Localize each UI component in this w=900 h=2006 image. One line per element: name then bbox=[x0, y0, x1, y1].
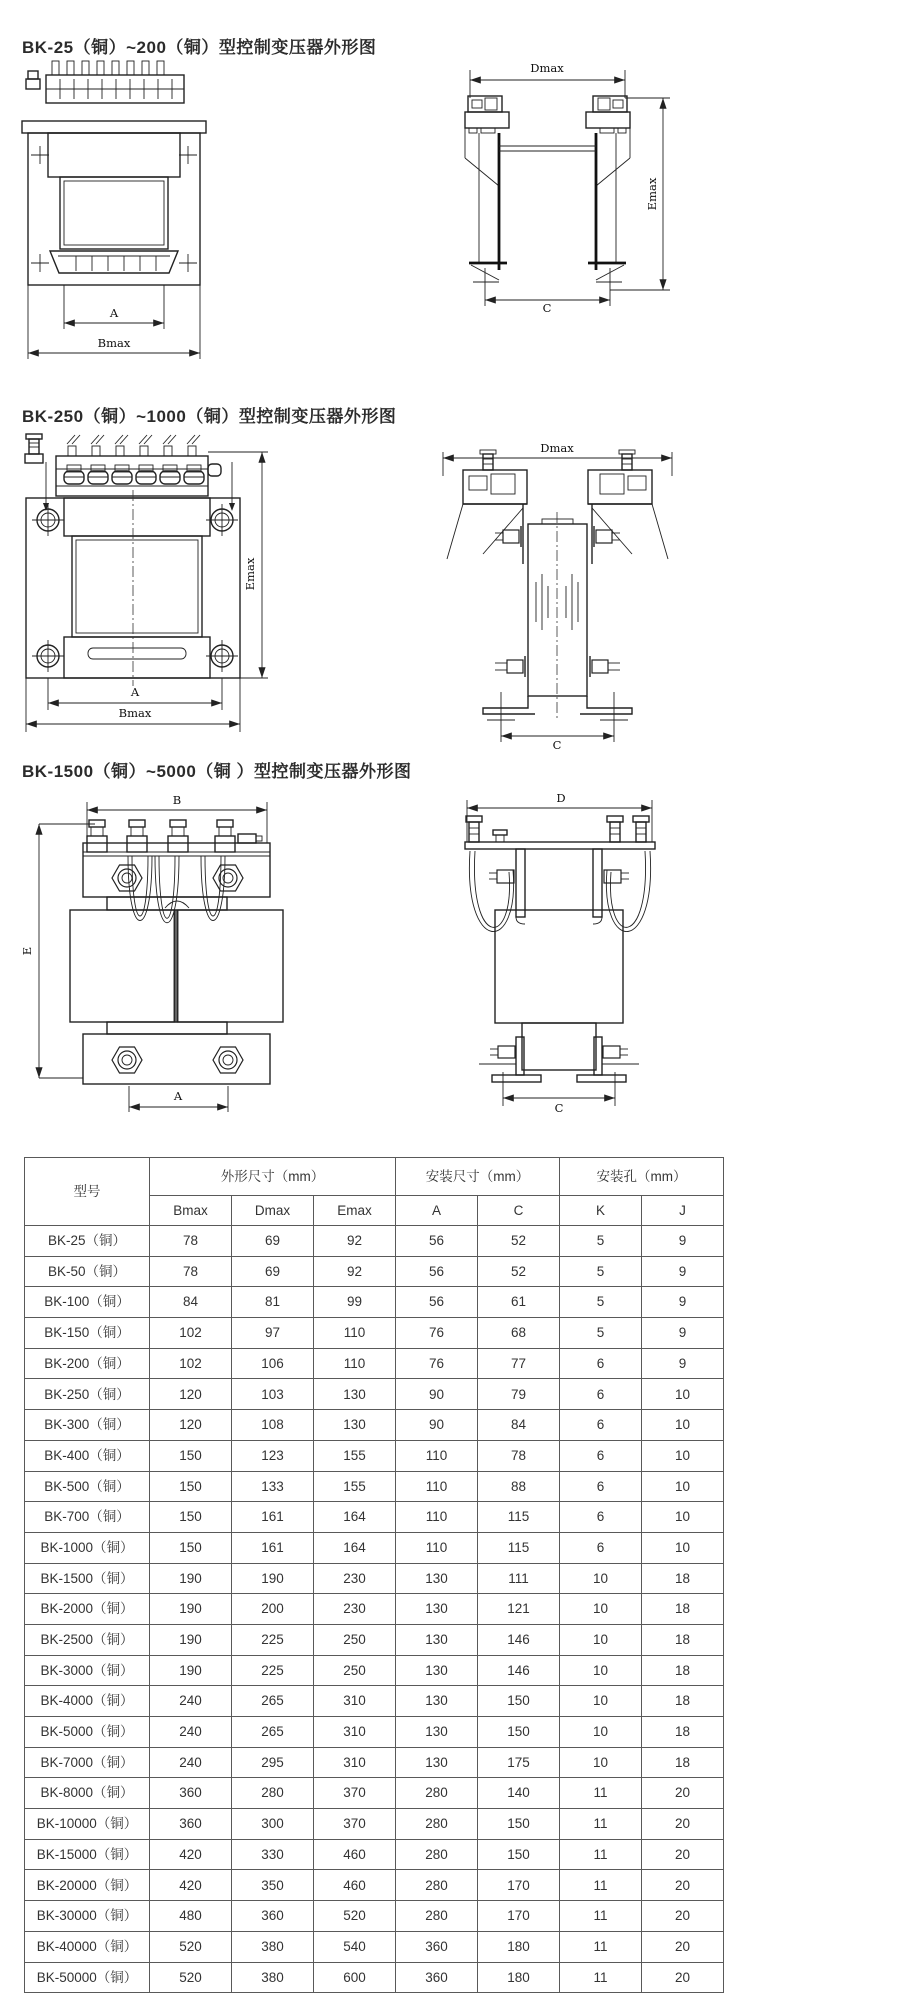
value-cell: 150 bbox=[478, 1809, 560, 1840]
hex-nut bbox=[112, 1047, 142, 1073]
value-cell: 460 bbox=[314, 1839, 396, 1870]
table-row bbox=[25, 1931, 724, 1962]
value-cell: 10 bbox=[560, 1717, 642, 1748]
value-cell: 600 bbox=[314, 1962, 396, 1993]
value-cell: 10 bbox=[560, 1747, 642, 1778]
value-cell: 380 bbox=[232, 1931, 314, 1962]
bottom-feet bbox=[483, 656, 632, 720]
bk25-side-view-drawing bbox=[455, 58, 680, 313]
value-cell: 6 bbox=[560, 1471, 642, 1502]
value-cell: 10 bbox=[560, 1563, 642, 1594]
value-cell: 20 bbox=[642, 1962, 724, 1993]
value-cell: 6 bbox=[560, 1440, 642, 1471]
value-cell: 18 bbox=[642, 1563, 724, 1594]
value-cell: 10 bbox=[642, 1502, 724, 1533]
value-cell: 240 bbox=[150, 1686, 232, 1717]
value-cell: 370 bbox=[314, 1778, 396, 1809]
value-cell: 150 bbox=[150, 1471, 232, 1502]
model-cell: BK-500（铜） bbox=[25, 1471, 150, 1502]
value-cell: 11 bbox=[560, 1809, 642, 1840]
dimension-a bbox=[64, 285, 164, 329]
value-cell: 20 bbox=[642, 1931, 724, 1962]
value-cell: 20 bbox=[642, 1839, 724, 1870]
dim-label-a: A bbox=[130, 685, 140, 699]
core-column bbox=[528, 512, 587, 719]
coils bbox=[70, 897, 283, 1022]
right-leg bbox=[586, 96, 630, 290]
value-cell: 225 bbox=[232, 1655, 314, 1686]
table-row bbox=[25, 1778, 724, 1809]
table-row bbox=[25, 1502, 724, 1533]
dim-label-bmax: Bmax bbox=[118, 706, 152, 720]
value-cell: 140 bbox=[478, 1778, 560, 1809]
value-cell: 155 bbox=[314, 1471, 396, 1502]
table-header-group-row bbox=[25, 1158, 724, 1196]
model-cell: BK-15000（铜） bbox=[25, 1839, 150, 1870]
spec-table-body bbox=[25, 1226, 724, 1993]
value-cell: 280 bbox=[396, 1778, 478, 1809]
dimension-bmax bbox=[28, 285, 200, 359]
value-cell: 161 bbox=[232, 1502, 314, 1533]
table-row bbox=[25, 1440, 724, 1471]
value-cell: 330 bbox=[232, 1839, 314, 1870]
hex-nut bbox=[213, 865, 243, 891]
right-bracket bbox=[588, 450, 668, 564]
outline-size-header-cell: 外形尺寸（mm） bbox=[150, 1158, 396, 1196]
value-cell: 200 bbox=[232, 1594, 314, 1625]
value-cell: 11 bbox=[560, 1962, 642, 1993]
value-cell: 6 bbox=[560, 1348, 642, 1379]
value-cell: 120 bbox=[150, 1410, 232, 1441]
model-cell: BK-50（铜） bbox=[25, 1256, 150, 1287]
dim-label-emax: Emax bbox=[243, 557, 257, 591]
value-cell: 250 bbox=[314, 1624, 396, 1655]
value-cell: 360 bbox=[150, 1778, 232, 1809]
value-cell: 76 bbox=[396, 1348, 478, 1379]
value-cell: 102 bbox=[150, 1318, 232, 1349]
table-row bbox=[25, 1624, 724, 1655]
value-cell: 78 bbox=[150, 1256, 232, 1287]
value-cell: 130 bbox=[314, 1379, 396, 1410]
value-cell: 130 bbox=[396, 1624, 478, 1655]
value-cell: 76 bbox=[396, 1318, 478, 1349]
value-cell: 9 bbox=[642, 1348, 724, 1379]
value-cell: 146 bbox=[478, 1655, 560, 1686]
value-cell: 123 bbox=[232, 1440, 314, 1471]
table-row bbox=[25, 1870, 724, 1901]
model-cell: BK-1000（铜） bbox=[25, 1532, 150, 1563]
value-cell: 130 bbox=[396, 1594, 478, 1625]
value-cell: 480 bbox=[150, 1901, 232, 1932]
value-cell: 11 bbox=[560, 1870, 642, 1901]
hex-nut bbox=[213, 1047, 243, 1073]
table-row bbox=[25, 1901, 724, 1932]
dimension-dmax bbox=[470, 61, 625, 98]
value-cell: 68 bbox=[478, 1318, 560, 1349]
value-cell: 90 bbox=[396, 1379, 478, 1410]
value-cell: 161 bbox=[232, 1532, 314, 1563]
value-cell: 90 bbox=[396, 1410, 478, 1441]
value-cell: 360 bbox=[232, 1901, 314, 1932]
value-cell: 520 bbox=[150, 1931, 232, 1962]
table-row bbox=[25, 1655, 724, 1686]
value-cell: 10 bbox=[642, 1471, 724, 1502]
value-cell: 240 bbox=[150, 1747, 232, 1778]
bk1500-front-view-drawing bbox=[10, 790, 300, 1116]
col-header-c: C bbox=[478, 1196, 560, 1226]
hex-nut bbox=[112, 865, 142, 891]
value-cell: 230 bbox=[314, 1563, 396, 1594]
value-cell: 230 bbox=[314, 1594, 396, 1625]
section-title-bk25-200: BK-25（铜）~200（铜）型控制变压器外形图 bbox=[22, 38, 377, 57]
value-cell: 133 bbox=[232, 1471, 314, 1502]
value-cell: 310 bbox=[314, 1686, 396, 1717]
value-cell: 265 bbox=[232, 1686, 314, 1717]
dim-label-a: A bbox=[173, 1089, 183, 1103]
value-cell: 420 bbox=[150, 1839, 232, 1870]
table-row bbox=[25, 1747, 724, 1778]
bk25-front-view-drawing bbox=[18, 55, 218, 367]
transformer-body bbox=[22, 121, 206, 285]
value-cell: 360 bbox=[396, 1962, 478, 1993]
value-cell: 170 bbox=[478, 1901, 560, 1932]
value-cell: 190 bbox=[232, 1563, 314, 1594]
value-cell: 130 bbox=[396, 1563, 478, 1594]
terminal-block bbox=[26, 61, 184, 103]
value-cell: 420 bbox=[150, 1870, 232, 1901]
table-row bbox=[25, 1839, 724, 1870]
value-cell: 300 bbox=[232, 1809, 314, 1840]
value-cell: 130 bbox=[396, 1655, 478, 1686]
dimension-c bbox=[503, 1072, 615, 1115]
dim-label-emax: Emax bbox=[645, 177, 659, 211]
value-cell: 18 bbox=[642, 1717, 724, 1748]
value-cell: 99 bbox=[314, 1287, 396, 1318]
value-cell: 84 bbox=[150, 1287, 232, 1318]
model-cell: BK-100（铜） bbox=[25, 1287, 150, 1318]
value-cell: 18 bbox=[642, 1655, 724, 1686]
table-row bbox=[25, 1717, 724, 1748]
value-cell: 170 bbox=[478, 1870, 560, 1901]
left-bracket bbox=[447, 450, 527, 564]
table-row bbox=[25, 1348, 724, 1379]
value-cell: 265 bbox=[232, 1717, 314, 1748]
value-cell: 20 bbox=[642, 1870, 724, 1901]
model-cell: BK-700（铜） bbox=[25, 1502, 150, 1533]
value-cell: 190 bbox=[150, 1624, 232, 1655]
model-cell: BK-4000（铜） bbox=[25, 1686, 150, 1717]
col-header-dmax: Dmax bbox=[232, 1196, 314, 1226]
dimension-e bbox=[20, 824, 95, 1078]
col-header-k: K bbox=[560, 1196, 642, 1226]
value-cell: 130 bbox=[396, 1686, 478, 1717]
model-cell: BK-250（铜） bbox=[25, 1379, 150, 1410]
table-row bbox=[25, 1563, 724, 1594]
value-cell: 250 bbox=[314, 1655, 396, 1686]
bk250-side-view-drawing bbox=[425, 424, 690, 752]
value-cell: 121 bbox=[478, 1594, 560, 1625]
value-cell: 190 bbox=[150, 1655, 232, 1686]
value-cell: 103 bbox=[232, 1379, 314, 1410]
mounting-holes bbox=[32, 504, 238, 672]
bottom-clamp bbox=[83, 1022, 270, 1084]
top-clamp bbox=[83, 820, 270, 897]
value-cell: 115 bbox=[478, 1502, 560, 1533]
value-cell: 280 bbox=[396, 1809, 478, 1840]
value-cell: 111 bbox=[478, 1563, 560, 1594]
value-cell: 130 bbox=[314, 1410, 396, 1441]
value-cell: 18 bbox=[642, 1624, 724, 1655]
dim-label-dmax: Dmax bbox=[540, 441, 574, 455]
table-row bbox=[25, 1379, 724, 1410]
value-cell: 130 bbox=[396, 1747, 478, 1778]
value-cell: 56 bbox=[396, 1226, 478, 1257]
section-title-bk250-1000: BK-250（铜）~1000（铜）型控制变压器外形图 bbox=[22, 407, 397, 426]
model-cell: BK-5000（铜） bbox=[25, 1717, 150, 1748]
dim-label-bmax: Bmax bbox=[97, 336, 131, 350]
value-cell: 18 bbox=[642, 1686, 724, 1717]
table-row bbox=[25, 1410, 724, 1441]
value-cell: 360 bbox=[150, 1809, 232, 1840]
section-title-bk1500-5000: BK-1500（铜）~5000（铜 ）型控制变压器外形图 bbox=[22, 762, 412, 781]
col-header-j: J bbox=[642, 1196, 724, 1226]
value-cell: 115 bbox=[478, 1532, 560, 1563]
col-header-emax: Emax bbox=[314, 1196, 396, 1226]
value-cell: 164 bbox=[314, 1532, 396, 1563]
top-plate bbox=[465, 816, 655, 849]
value-cell: 180 bbox=[478, 1931, 560, 1962]
value-cell: 110 bbox=[314, 1318, 396, 1349]
value-cell: 10 bbox=[642, 1440, 724, 1471]
value-cell: 225 bbox=[232, 1624, 314, 1655]
value-cell: 97 bbox=[232, 1318, 314, 1349]
model-cell: BK-7000（铜） bbox=[25, 1747, 150, 1778]
value-cell: 460 bbox=[314, 1870, 396, 1901]
value-cell: 18 bbox=[642, 1594, 724, 1625]
value-cell: 280 bbox=[396, 1870, 478, 1901]
value-cell: 10 bbox=[560, 1594, 642, 1625]
value-cell: 69 bbox=[232, 1226, 314, 1257]
value-cell: 56 bbox=[396, 1287, 478, 1318]
dim-label-c: C bbox=[552, 738, 562, 752]
value-cell: 88 bbox=[478, 1471, 560, 1502]
model-cell: BK-150（铜） bbox=[25, 1318, 150, 1349]
dimension-a bbox=[129, 1086, 228, 1112]
value-cell: 155 bbox=[314, 1440, 396, 1471]
model-cell: BK-1500（铜） bbox=[25, 1563, 150, 1594]
model-header-cell: 型号 bbox=[25, 1158, 150, 1226]
table-row bbox=[25, 1471, 724, 1502]
value-cell: 11 bbox=[560, 1778, 642, 1809]
mounting-size-header-cell: 安装尺寸（mm） bbox=[396, 1158, 560, 1196]
value-cell: 11 bbox=[560, 1839, 642, 1870]
value-cell: 280 bbox=[396, 1901, 478, 1932]
table-row bbox=[25, 1287, 724, 1318]
value-cell: 150 bbox=[478, 1839, 560, 1870]
model-cell: BK-8000（铜） bbox=[25, 1778, 150, 1809]
value-cell: 150 bbox=[478, 1686, 560, 1717]
value-cell: 78 bbox=[150, 1226, 232, 1257]
value-cell: 11 bbox=[560, 1901, 642, 1932]
mounting-hole-marks bbox=[31, 146, 197, 272]
value-cell: 5 bbox=[560, 1226, 642, 1257]
dimension-dmax bbox=[443, 441, 672, 476]
value-cell: 10 bbox=[560, 1624, 642, 1655]
model-cell: BK-10000（铜） bbox=[25, 1809, 150, 1840]
dimension-emax bbox=[208, 452, 268, 678]
value-cell: 146 bbox=[478, 1624, 560, 1655]
spec-table bbox=[24, 1157, 724, 1993]
value-cell: 540 bbox=[314, 1931, 396, 1962]
dim-label-d: D bbox=[556, 791, 566, 805]
dim-label-a: A bbox=[109, 306, 119, 320]
model-cell: BK-3000（铜） bbox=[25, 1655, 150, 1686]
model-cell: BK-2000（铜） bbox=[25, 1594, 150, 1625]
value-cell: 6 bbox=[560, 1532, 642, 1563]
value-cell: 9 bbox=[642, 1226, 724, 1257]
value-cell: 150 bbox=[150, 1532, 232, 1563]
value-cell: 84 bbox=[478, 1410, 560, 1441]
dimension-emax bbox=[610, 98, 670, 290]
model-cell: BK-25（铜） bbox=[25, 1226, 150, 1257]
value-cell: 10 bbox=[560, 1686, 642, 1717]
value-cell: 130 bbox=[396, 1717, 478, 1748]
value-cell: 9 bbox=[642, 1287, 724, 1318]
dim-label-b: B bbox=[172, 793, 182, 807]
table-row bbox=[25, 1962, 724, 1993]
table-row bbox=[25, 1686, 724, 1717]
dim-label-dmax: Dmax bbox=[530, 61, 564, 75]
value-cell: 164 bbox=[314, 1502, 396, 1533]
value-cell: 69 bbox=[232, 1256, 314, 1287]
value-cell: 180 bbox=[478, 1962, 560, 1993]
value-cell: 110 bbox=[314, 1348, 396, 1379]
value-cell: 370 bbox=[314, 1809, 396, 1840]
value-cell: 350 bbox=[232, 1870, 314, 1901]
table-row bbox=[25, 1256, 724, 1287]
table-row bbox=[25, 1809, 724, 1840]
value-cell: 20 bbox=[642, 1778, 724, 1809]
value-cell: 10 bbox=[642, 1532, 724, 1563]
value-cell: 79 bbox=[478, 1379, 560, 1410]
value-cell: 9 bbox=[642, 1256, 724, 1287]
value-cell: 10 bbox=[560, 1655, 642, 1686]
value-cell: 520 bbox=[150, 1962, 232, 1993]
col-header-bmax: Bmax bbox=[150, 1196, 232, 1226]
table-row bbox=[25, 1318, 724, 1349]
value-cell: 77 bbox=[478, 1348, 560, 1379]
model-cell: BK-200（铜） bbox=[25, 1348, 150, 1379]
value-cell: 280 bbox=[232, 1778, 314, 1809]
value-cell: 295 bbox=[232, 1747, 314, 1778]
value-cell: 150 bbox=[478, 1717, 560, 1748]
table-row bbox=[25, 1532, 724, 1563]
value-cell: 110 bbox=[396, 1440, 478, 1471]
value-cell: 110 bbox=[396, 1471, 478, 1502]
mounting-hole-header-cell: 安装孔（mm） bbox=[560, 1158, 724, 1196]
model-cell: BK-2500（铜） bbox=[25, 1624, 150, 1655]
value-cell: 120 bbox=[150, 1379, 232, 1410]
value-cell: 6 bbox=[560, 1379, 642, 1410]
value-cell: 240 bbox=[150, 1717, 232, 1748]
terminal-strip bbox=[25, 434, 221, 496]
value-cell: 78 bbox=[478, 1440, 560, 1471]
model-cell: BK-30000（铜） bbox=[25, 1901, 150, 1932]
value-cell: 10 bbox=[642, 1410, 724, 1441]
value-cell: 81 bbox=[232, 1287, 314, 1318]
value-cell: 5 bbox=[560, 1287, 642, 1318]
bk1500-side-view-drawing bbox=[385, 790, 675, 1116]
model-cell: BK-300（铜） bbox=[25, 1410, 150, 1441]
table-row bbox=[25, 1226, 724, 1257]
value-cell: 110 bbox=[396, 1532, 478, 1563]
dimension-c bbox=[501, 692, 614, 752]
value-cell: 56 bbox=[396, 1256, 478, 1287]
value-cell: 18 bbox=[642, 1747, 724, 1778]
value-cell: 360 bbox=[396, 1931, 478, 1962]
value-cell: 310 bbox=[314, 1717, 396, 1748]
value-cell: 20 bbox=[642, 1901, 724, 1932]
left-leg bbox=[465, 96, 509, 290]
dimension-c bbox=[485, 290, 610, 315]
value-cell: 150 bbox=[150, 1440, 232, 1471]
value-cell: 280 bbox=[396, 1839, 478, 1870]
value-cell: 6 bbox=[560, 1410, 642, 1441]
value-cell: 9 bbox=[642, 1318, 724, 1349]
bk250-front-view-drawing bbox=[10, 424, 280, 749]
value-cell: 61 bbox=[478, 1287, 560, 1318]
value-cell: 150 bbox=[150, 1502, 232, 1533]
value-cell: 102 bbox=[150, 1348, 232, 1379]
dim-label-c: C bbox=[554, 1101, 564, 1115]
value-cell: 520 bbox=[314, 1901, 396, 1932]
dim-label-c: C bbox=[542, 301, 552, 315]
model-cell: BK-50000（铜） bbox=[25, 1962, 150, 1993]
value-cell: 110 bbox=[396, 1502, 478, 1533]
value-cell: 52 bbox=[478, 1256, 560, 1287]
value-cell: 5 bbox=[560, 1318, 642, 1349]
model-cell: BK-40000（铜） bbox=[25, 1931, 150, 1962]
value-cell: 380 bbox=[232, 1962, 314, 1993]
value-cell: 106 bbox=[232, 1348, 314, 1379]
value-cell: 6 bbox=[560, 1502, 642, 1533]
model-cell: BK-400（铜） bbox=[25, 1440, 150, 1471]
value-cell: 310 bbox=[314, 1747, 396, 1778]
value-cell: 11 bbox=[560, 1931, 642, 1962]
value-cell: 20 bbox=[642, 1809, 724, 1840]
model-cell: BK-20000（铜） bbox=[25, 1870, 150, 1901]
value-cell: 190 bbox=[150, 1563, 232, 1594]
value-cell: 108 bbox=[232, 1410, 314, 1441]
dim-label-e: E bbox=[20, 946, 34, 956]
value-cell: 10 bbox=[642, 1379, 724, 1410]
table-row bbox=[25, 1594, 724, 1625]
value-cell: 92 bbox=[314, 1226, 396, 1257]
value-cell: 5 bbox=[560, 1256, 642, 1287]
col-header-a: A bbox=[396, 1196, 478, 1226]
value-cell: 190 bbox=[150, 1594, 232, 1625]
value-cell: 92 bbox=[314, 1256, 396, 1287]
value-cell: 52 bbox=[478, 1226, 560, 1257]
value-cell: 175 bbox=[478, 1747, 560, 1778]
